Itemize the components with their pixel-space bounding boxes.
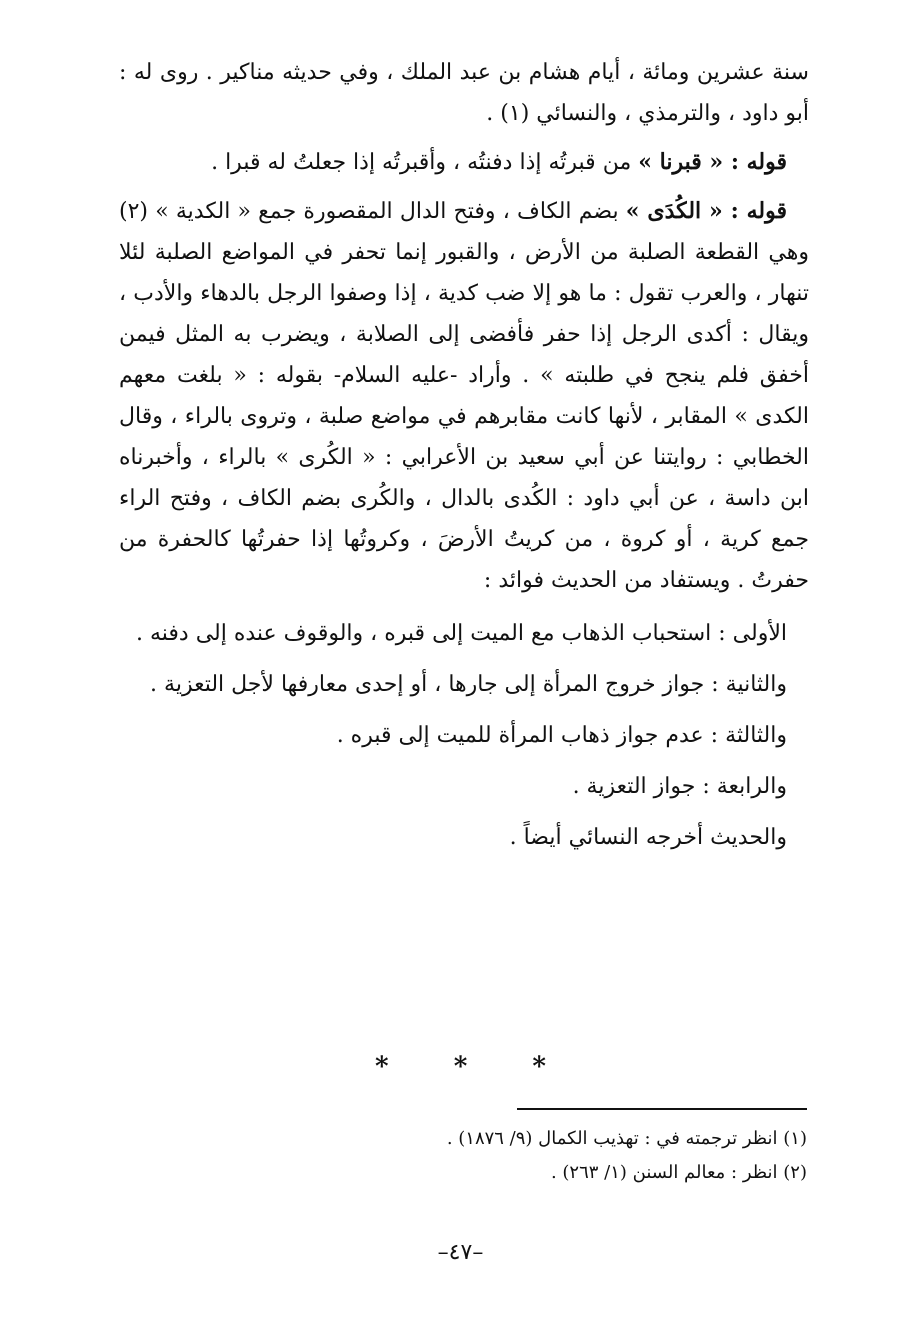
footnotes	[117, 1122, 807, 1190]
benefit-1: الأولى : استحباب الذهاب مع الميت إلى قبره ، والوقوف عنده إلى دفنه .	[135, 621, 787, 646]
footnote-1: (١) انظر ترجمته في : تهذيب الكمال (٩/ ١٨٧٦) .	[446, 1128, 807, 1149]
separator-star-3: *	[375, 1052, 389, 1082]
benefit-4: والرابعة : جواز التعزية .	[572, 774, 787, 799]
paragraph-3-text: بضم الكاف ، وفتح الدال المقصورة جمع « الكدية » (٢) وهي القطعة الصلبة من الأرض ، والقبور إنما تحفر في المواضع الصلبة لئلا تنهار ، والعرب تقول : ما هو إلا ضب كدية ، إذا وصفوا الرجل بالدهاء والأدب ، ويقال : أكدى الرجل إذا حفر فأفضى إلى الصلابة ، ويضرب به المثل فيمن أخفق فلم ينجح في طلبته » . وأراد -عليه السلام- بقوله : « بلغت معهم الكدى » المقابر ، لأنها كانت مقابرهم في مواضع صلبة ، وتروى بالراء ، وقال الخطابي : روايتنا عن أبي سعيد بن الأعرابي : « الكُرى » بالراء ، وأخبرناه ابن داسة ، عن أبي داود : الكُدى بالدال ، والكُرى بضم الكاف ، وفتح الراء جمع كرية ، أو كروة ، من كريتُ الأرضَ ، وكروتُها إذا حفرتُها كالحفرة من حفرتُ . ويستفاد من الحديث فوائد :	[119, 199, 810, 593]
separator-star-2: *	[453, 1052, 468, 1082]
section-separator	[0, 1052, 921, 1082]
paragraph-2	[119, 142, 809, 183]
benefit-2: والثانية : جواز خروج المرأة إلى جارها ، أو إحدى معارفها لأجل التعزية .	[150, 672, 787, 697]
benefit-3: والثالثة : عدم جواز ذهاب المرأة للميت إلى قبره .	[336, 723, 787, 748]
separator-star-1: *	[532, 1052, 546, 1082]
closing-note: والحديث أخرجه النسائي أيضاً .	[509, 825, 787, 850]
paragraph-1-text: سنة عشرين ومائة ، أيام هشام بن عبد الملك ، وفي حديثه مناكير . روى له : أبو داود ، والترمذي ، والنسائي (١) .	[119, 60, 809, 126]
paragraph-2-text: من قبرتُه إذا دفنتُه ، وأقبرتُه إذا جعلتُ له قبرا .	[211, 150, 639, 175]
paragraph-3-lead: قوله : « الكُدَى »	[625, 198, 788, 224]
main-text	[119, 52, 809, 868]
footnote-rule	[517, 1108, 807, 1110]
paragraph-2-lead: قوله : « قبرنا »	[638, 149, 787, 175]
paragraph-3	[119, 191, 809, 601]
paragraph-1	[119, 52, 809, 134]
page-number: –٤٧–	[437, 1240, 484, 1265]
footnote-2: (٢) انظر : معالم السنن (١/ ٢٦٣) .	[550, 1162, 807, 1183]
